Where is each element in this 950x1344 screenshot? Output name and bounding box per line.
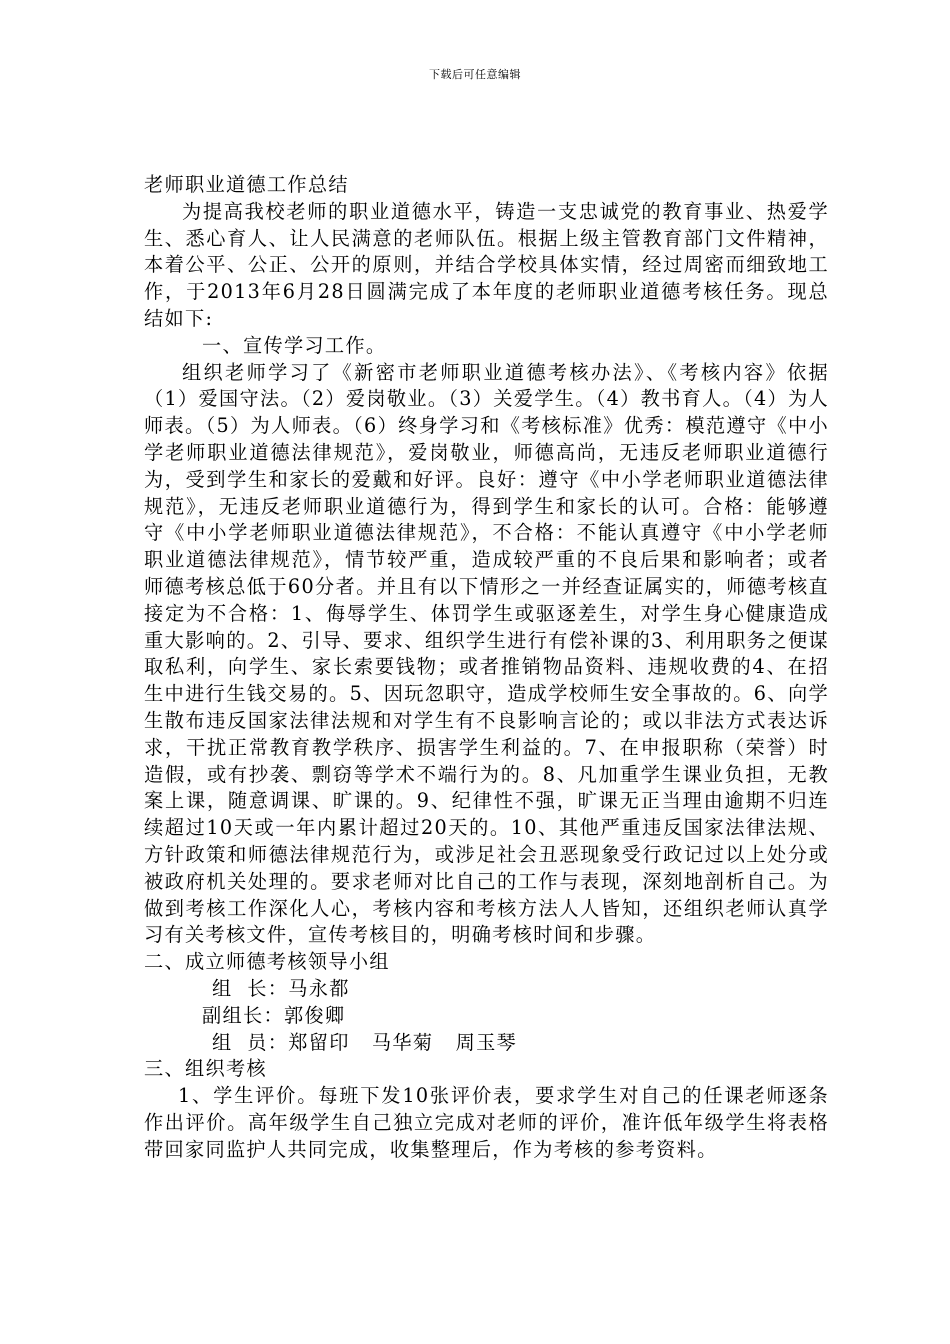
member-leader: 组 长：马永都 <box>212 976 350 1000</box>
document-title: 老师职业道德工作总结 <box>144 173 349 196</box>
member-staff: 组 员：郑留印 马华菊 周玉琴 <box>212 1030 518 1054</box>
section-3-body: 1、学生评价。每班下发10张评价表，要求学生对自己的任课老师逐条作出评价。高年级学生自己独立完成对老师的评价，准许低年级学生将表格带回家同监护人共同完成，收集整理后，作为考核的参考资料。 <box>144 1084 829 1161</box>
section-1-heading: 一、宣传学习工作。 <box>202 333 387 357</box>
member-deputy: 副组长：郭俊卿 <box>202 1003 346 1027</box>
section-3-heading: 三、组织考核 <box>144 1057 267 1081</box>
document-body <box>144 172 829 1163</box>
intro-paragraph: 为提高我校老师的职业道德水平，铸造一支忠诚党的教育事业、热爱学生、悉心育人、让人民满意的老师队伍。根据上级主管教育部门文件精神，本着公平、公正、公开的原则，并结合学校具体实情，经过周密而细致地工作，于2013年6月28日圆满完成了本年度的老师职业道德考核任务。现总结如下: <box>144 199 829 330</box>
section-2-heading: 二、成立师德考核领导小组 <box>144 950 390 974</box>
section-1-body: 组织老师学习了《新密市老师职业道德考核办法》、《考核内容》依据（1）爱国守法。（2）爱岗敬业。（3）关爱学生。（4）教书育人。（4）为人师表。（5）为人师表。（6）终身学习和《考核标准》优秀：模范遵守《中小学老师职业道德法律规范》，爱岗敬业，师德高尚，无违反老师职业道德行为，受到学生和家长的爱戴和好评。良好：遵守《中小学老师职业道德法律规范》，无违反老师职业道德行为，得到学生和家长的认可。合格：能够遵守《中小学老师职业道德法律规范》，不合格：不能认真遵守《中小学老师职业道德法律规范》，情节较严重，造成较严重的不良后果和影响者；或者师德考核总低于60分者。并且有以下情形之一并经查证属实的，师德考核直接定为不合格：1、侮辱学生、体罚学生或驱逐差生，对学生身心健康造成重大影响的。2、引导、要求、组织学生进行有偿补课的3、利用职务之便谋取私利，向学生、家长索要钱物；或者推销物品资料、违规收费的4、在招生中进行生钱交易的。5、因玩忽职守，造成学校师生安全事故的。6、向学生散布违反国家法律法规和对学生有不良影响言论的；或以非法方式表达诉求，干扰正常教育教学秩序、损害学生利益的。7、在申报职称（荣誉）时造假，或有抄袭、剽窃等学术不端行为的。8、凡加重学生课业负担，无教案上课，随意调课、旷课的。9、纪律性不强，旷课无正当理由逾期不归连续超过10天或一年内累计超过20天的。10、其他严重违反国家法律法规、方针政策和师德法律规范行为，或涉足社会丑恶现象受行政记过以上处分或被政府机关处理的。要求老师对比自己的工作与表现，深刻地剖析自己。为做到考核工作深化人心，考核内容和考核方法人人皆知，还组织老师认真学习有关考核文件，宣传考核目的，明确考核时间和步骤。 <box>144 360 829 947</box>
page-header-note: 下载后可任意编辑 <box>429 68 521 81</box>
